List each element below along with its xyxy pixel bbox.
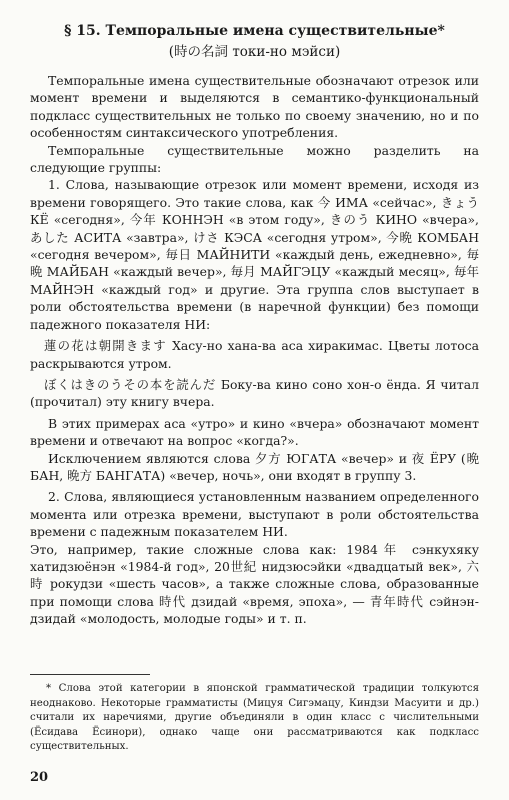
paragraph-intro: Темпоральные имена существительные обозначают отрезок или момент времени и выделяются в семантико-функциональный подкласс существительных не только по своему значению, но и по особенностям синтаксического употребления. <box>30 73 479 141</box>
paragraph-group-1: 1. Слова, называющие отрезок или момент времени, исходя из времени говорящего. Это такие слова, как 今 ИМА «сейчас», きょう КЁ «сегодня», 今年 КОННЭН «в этом году», きのう КИНО «вчера», あした АСИТА «завтра», けさ КЭСА «сегодня утром», 今晩 КОМБАН «сегодня вечером», 毎日 МАЙНИТИ «каждый день, ежедневно», 毎晩 МАЙБАН «каждый вечер», 毎月 МАЙГЭЦУ «каждый месяц», 毎年 МАЙНЭН «каждый год» и другие. Эта группа слов выступает в роли обстоятельства времени (в наречной функции) без помощи падежного показателя НИ: <box>30 177 479 332</box>
paragraph-groups: Темпоральные существительные можно разделить на следующие группы: <box>30 142 479 176</box>
paragraph-exception: Исключением являются слова 夕方 ЮГАТА «вечер» и 夜 ЁРУ (晩 БАН, 晩方 БАНГАТА) «вечер, ночь», они входят в группу 3. <box>30 450 479 483</box>
section-body <box>30 72 479 628</box>
example-2: ぼくはきのうその本を読んだ Боку-ва кино соно хон-о ёнда. Я читал (прочитал) эту книгу вчера. <box>30 376 479 410</box>
paragraph-examples-note: В этих примерах аса «утро» и кино «вчера» обозначают момент времени и отвечают на вопрос «когда?». <box>30 415 479 449</box>
footnote-divider <box>30 674 150 675</box>
section-title: § 15. Темпоральные имена существительные* <box>64 23 445 39</box>
paragraph-group-2: 2. Слова, являющиеся установленным названием определенного момента или отрезка времени, выступают в роли обстоятельства времени с падежным показателем НИ. <box>30 489 479 540</box>
example-1: 蓮の花は朝開きます Хасу-но хана-ва аса хиракимас. Цветы лотоса раскрываются утром. <box>30 338 479 371</box>
footnote: * Слова этой категории в японской грамматической традиции толкуются неоднаково. Некоторые грамматисты (Мицуя Сигэмацу, Киндзи Масуити и др.) считали их наречиями, другие объединяли в один класс с числительными (Ёсидава Ёсинори), однако чаще они рассматриваются как подкласс существительных. <box>30 683 479 752</box>
section-subtitle: (時の名詞 токи-но мэйси) <box>168 44 341 60</box>
paragraph-compounds: Это, например, такие сложные слова как: 1984年 сэнкухяку хатидзюёнэн «1984-й год», 20世紀 нидзюсэйки «двадцатый век», 六時 рокудзи «шесть часов», а также сложные слова, образованные при помощи слова 時代 дзидай «время, эпоха», — 青年時代 сэйнэн-дзидай «молодость, молодые годы» и т. п. <box>30 541 479 627</box>
page-number: 20 <box>30 770 49 785</box>
